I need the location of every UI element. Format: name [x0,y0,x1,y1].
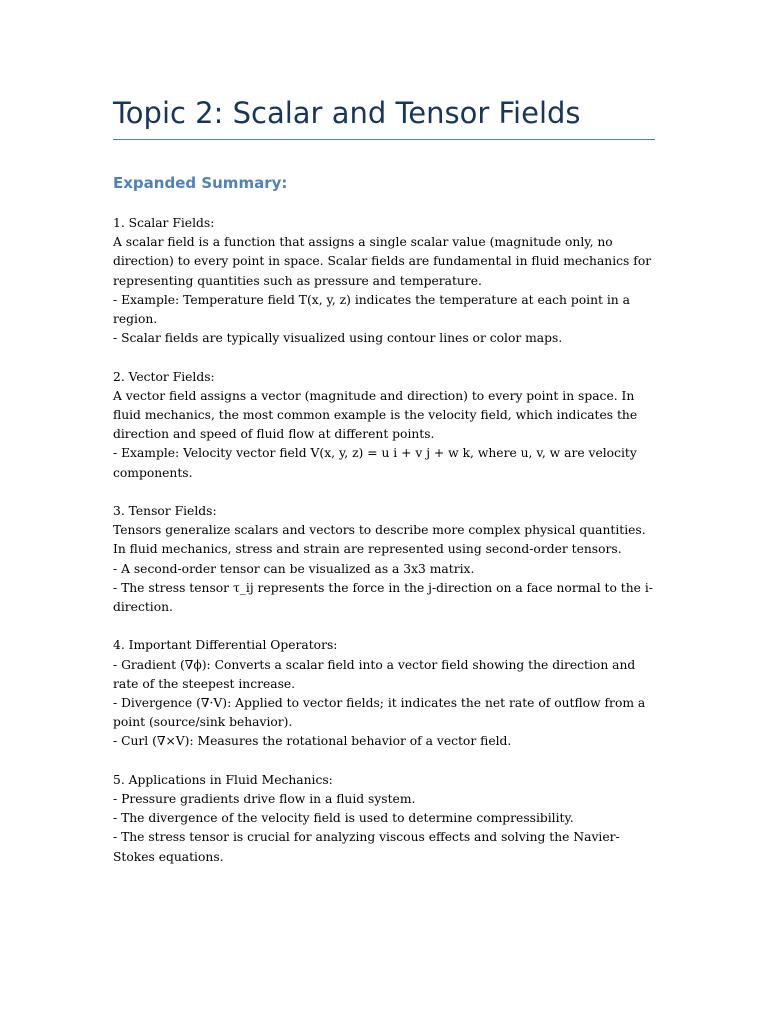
section-differential-operators [113,636,658,751]
section-bullet: - Curl (∇×V): Measures the rotational behavior of a vector field. [113,734,512,749]
section-paragraph: Tensors generalize scalars and vectors to describe more complex physical quantities. In fluid mechanics, stress and strain are represented using second-order tensors. [113,523,646,557]
summary-subheading: Expanded Summary: [113,174,288,192]
section-bullet: - Example: Temperature field T(x, y, z) indicates the temperature at each point in a region. [113,292,630,327]
section-scalar-fields [113,214,658,348]
section-heading: 5. Applications in Fluid Mechanics: [113,772,333,787]
section-bullet: - The stress tensor is crucial for analyzing viscous effects and solving the Navier-Stokes equations. [113,830,620,864]
section-bullet: - Divergence (∇·V): Applied to vector fields; it indicates the net rate of outflow from a point (source/sink behavior). [113,696,646,730]
section-bullet: - The stress tensor τ_ij represents the force in the j-direction on a face normal to the i-direction. [113,580,653,615]
section-heading: 1. Scalar Fields: [113,216,215,230]
document-body [113,214,658,886]
section-bullet: - The divergence of the velocity field is used to determine compressibility. [113,811,574,826]
section-vector-fields [113,368,658,483]
section-bullet: - Example: Velocity vector field V(x, y, z) = u i + v j + w k, where u, v, w are velocity components. [113,446,637,480]
section-heading: 2. Vector Fields: [113,369,215,384]
section-tensor-fields [113,502,658,617]
title-divider [113,139,655,140]
section-bullet: - Pressure gradients drive flow in a fluid system. [113,792,416,807]
document-title: Topic 2: Scalar and Tensor Fields [113,96,581,130]
section-bullet: - Gradient (∇ϕ): Converts a scalar field into a vector field showing the direction and rate of the steepest increase. [113,657,636,691]
section-heading: 3. Tensor Fields: [113,504,217,519]
section-applications [113,771,658,867]
section-paragraph: A vector field assigns a vector (magnitude and direction) to every point in space. In fluid mechanics, the most common example is the velocity field, which indicates the direction and speed of fluid flow at different points. [113,388,638,442]
section-bullet: - Scalar fields are typically visualized using contour lines or color maps. [113,331,563,346]
section-bullet: - A second-order tensor can be visualized as a 3x3 matrix. [113,561,475,576]
section-heading: 4. Important Differential Operators: [113,638,338,653]
section-paragraph: A scalar field is a function that assigns a single scalar value (magnitude only, no direction) to every point in space. Scalar fields are fundamental in fluid mechanics for representing quantities such as pressure and temperature. [113,235,652,288]
